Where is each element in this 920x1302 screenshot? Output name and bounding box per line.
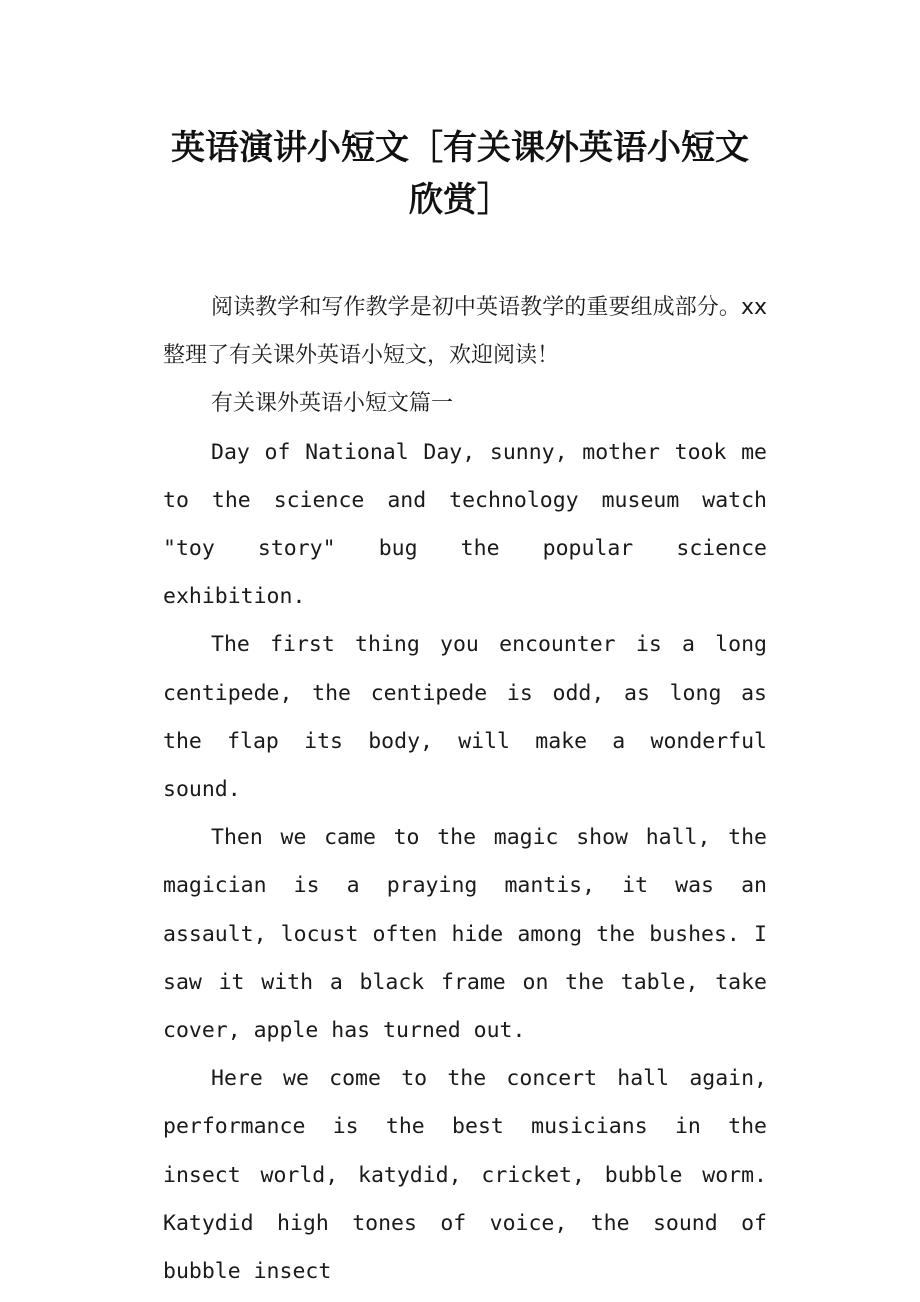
title-line-1: 英语演讲小短文［有关课外英语小短文 (171, 128, 749, 168)
body-paragraph: Day of National Day, sunny, mother took me to the science and technology museum watch "toy story" bug the popular science exhibition. (163, 439, 767, 610)
document-title (150, 122, 770, 226)
section-heading: 有关课外英语小短文篇一 (211, 391, 454, 417)
body-paragraph: Then we came to the magic show hall, the magician is a praying mantis, it was an assault, locust often hide among the bushes. I saw it with a black frame on the table, take cover, apple has turned out. (163, 825, 767, 1044)
body-paragraph: Here we come to the concert hall again, performance is the best musicians in the insect world, katydid, cricket, bubble worm. Katydid high tones of voice, the sound of bubble insect (163, 1066, 767, 1285)
intro-paragraph: 阅读教学和写作教学是初中英语教学的重要组成部分。xx整理了有关课外英语小短文，欢迎阅读！ (163, 295, 767, 369)
body-paragraph: The first thing you encounter is a long centipede, the centipede is odd, as long as the flap its body, will make a wonderful sound. (163, 632, 767, 803)
document-body (163, 284, 767, 1296)
title-line-2: 欣赏］ (409, 180, 511, 220)
